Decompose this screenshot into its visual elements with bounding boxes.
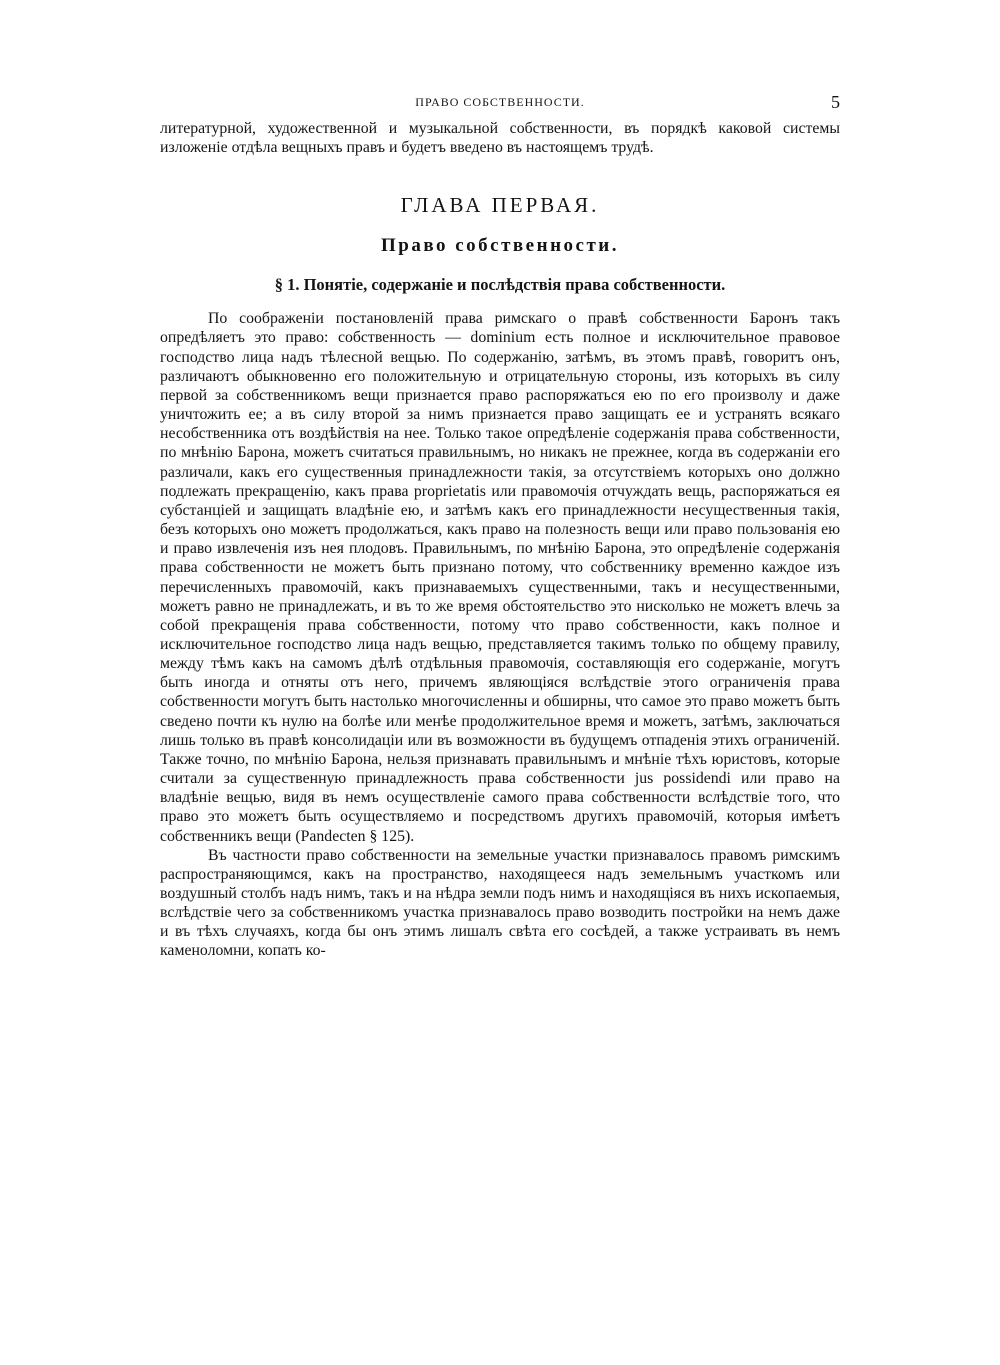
section-title: Право собственности.	[381, 235, 619, 257]
paragraph-title: § 1. Понятіе, содержаніе и послѣдствія права собственности.	[274, 275, 726, 295]
page-number: 5	[831, 92, 840, 112]
body-paragraph: По соображеніи постановленій права римскаго о правѣ собственности Баронъ такъ опредѣляетъ это право: собственность — dominium есть полное и исключительное правовое господство лица надъ тѣлесной вещью. По содержанію, затѣмъ, въ этомъ правѣ, говоритъ онъ, различаютъ обыкновенно его положительную и отрицательную стороны, изъ которыхъ въ силу первой за собственникомъ вещи признается право распоряжаться ею по его произволу и даже уничтожить ее; а въ силу второй за нимъ признается право защищать ее и устранять всякаго несобственника отъ воздѣйствія на нее. Только такое опредѣленіе содержанія права собственности, по мнѣнію Барона, можетъ считаться правильнымъ, но никакъ не прежнее, когда въ содержаніи его различали, какъ его существенныя принадлежности такія, за отсутствіемъ которыхъ оно должно подлежать прекращенію, какъ права proprietatis или правомочія отчуждать вещь, распоряжаться ея субстанціей и защищать владѣніе ею, и затѣмъ какъ его принадлежности несущественныя такія, безъ которыхъ оно можетъ продолжаться, какъ право на полезность вещи или право пользованія ею и право извлеченія изъ нея плодовъ. Правильнымъ, по мнѣнію Барона, это опредѣленіе содержанія права собственности не можетъ быть признано потому, что собственнику временно каждое изъ перечисленныхъ правомочій, какъ признаваемыхъ существенными, такъ и несущественными, можетъ равно не принадлежать, и въ то же время обстоятельство это нисколько не можетъ влечь за собой прекращенія права собственности, потому что право собственности, какъ полное и исключительное господство лица надъ вещью, представляется такимъ только по общему правилу, между тѣмъ какъ на самомъ дѣлѣ отдѣльныя правомочія, составляющія его содержаніе, могутъ быть иногда и отняты отъ него, причемъ являющіяся вслѣдствіе этого ограниченія права собственности могутъ быть настолько многочисленны и обширны, что самое это право можетъ быть сведено почти къ нулю на болѣе или менѣе продолжительное время и можетъ, затѣмъ, заключаться лишь только въ правѣ консолидаціи или въ возможности въ будущемъ отпаденія этихъ ограниченій. Также точно, по мнѣнію Барона, нельзя признавать правильнымъ и мнѣніе тѣхъ юристовъ, которые считали за существенную принадлежность права собственности jus possidendi или право на владѣніе вещью, видя въ немъ осуществленіе самого права собственности вслѣдствіе того, что право это можетъ быть осуществляемо и посредствомъ другихъ правомочій, которыя имѣетъ собственникъ вещи (Pandecten § 125).	[160, 310, 840, 845]
chapter-title: ГЛАВА ПЕРВАЯ.	[400, 193, 600, 218]
intro-paragraph: литературной, художественной и музыкальной собственности, въ порядкѣ каковой системы изложеніе отдѣла вещныхъ правъ и будетъ введено въ настоящемъ трудѣ.	[160, 120, 840, 157]
body-paragraph: Въ частности право собственности на земельные участки признавалось правомъ римскимъ распространяющимся, какъ на пространство, находящееся надъ земельнымъ участкомъ или воздушный столбъ надъ нимъ, такъ и на нѣдра земли подъ нимъ и находящіяся въ нихъ ископаемыя, вслѣдствіе чего за собственникомъ участка признавалось право возводить постройки на немъ даже и въ тѣхъ случаяхъ, когда бы онъ этимъ лишалъ свѣта его сосѣдей, а также устраивать въ немъ каменоломни, копать ко-	[160, 846, 840, 960]
book-page	[160, 92, 840, 961]
running-head	[160, 92, 840, 119]
running-head-title: ПРАВО СОБСТВЕННОСТИ.	[415, 95, 585, 109]
